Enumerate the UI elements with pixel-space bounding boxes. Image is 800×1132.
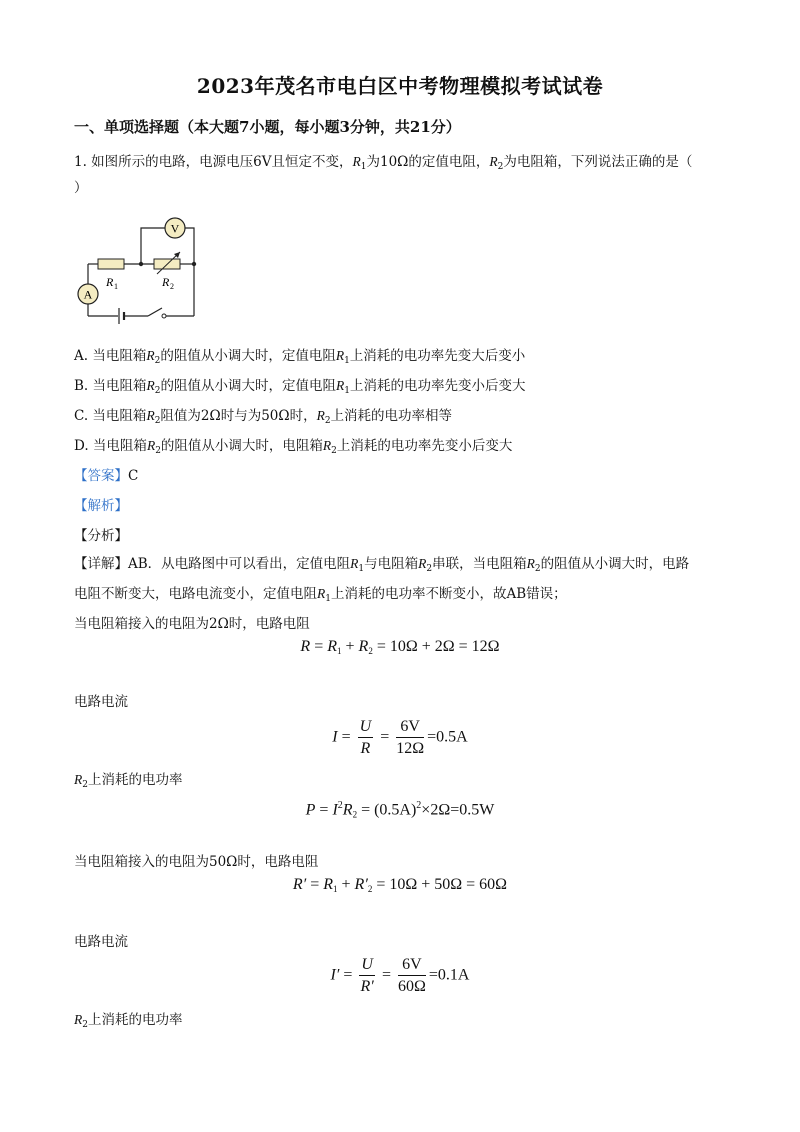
option-a: A. 当电阻箱$R_2$的阻值从小调大时，定值电阻$R_1$上消耗的电功率先变大后变小 [74,348,526,366]
fenxi-tag: 【分析】 [74,528,128,544]
label-r1: R [106,275,114,289]
question-stem-line2: ） [74,180,88,196]
equation-power-1: $P = I^2R_2 = (0.5A)^2\times 2\Omega=0.5W$ [305,800,495,820]
detail-paragraph-3: 当电阻箱接入的电阻为2Ω时，电路电阻 [74,616,310,632]
answer-tag: 【答案】 [74,468,128,484]
analysis-tag: 【解析】 [74,498,128,514]
page-title: 2023年茂名市电白区中考物理模拟考试试卷 [196,74,604,98]
detail-paragraph-5: $R_2$上消耗的电功率 [74,772,183,790]
svg-text:A: A [83,287,93,302]
equation-total-resistance-2: $R' = R_1 + R'_2 = 10\Omega + 50\Omega = 60\Omega$ [292,876,508,894]
equation-current-2: I′ = $\frac{U}{R'}$ = $\frac{6V}{60\Omega}$ =0.1A [330,956,470,995]
equation-current-1: I = $\frac{U}{R}$ = $\frac{6V}{12\Omega}$ =0.5A [332,718,468,757]
junction-left [139,262,143,266]
detail-paragraph-8: $R_2$上消耗的电功率 [74,1012,183,1030]
circuit-diagram [74,206,204,328]
equation-total-resistance: $R = R_1 + R_2 = 10\Omega + 2\Omega = 12\Omega$ [300,638,500,656]
detail-paragraph-2: 电阻不断变大，电路电流变小，定值电阻$R_1$上消耗的电功率不断变小，故AB错误； [74,586,567,604]
option-b: B. 当电阻箱$R_2$的阻值从小调大时，定值电阻$R_1$上消耗的电功率先变小后变大 [74,378,526,396]
section-heading: 一、单项选择题（本大题7小题，每小题3分钟，共21分） [74,118,461,136]
answer-line [74,464,138,484]
svg-text:2: 2 [170,282,174,291]
detail-paragraph-4: 电路电流 [74,694,128,710]
detail-paragraph-1: 【详解】AB．从电路图中可以看出，定值电阻$R_1$与电阻箱$R_2$串联，当电阻箱$R_2$的阻值从小调大时，电路 [74,556,690,574]
detail-paragraph-7: 电路电流 [74,934,128,950]
svg-text:1: 1 [114,282,118,291]
detail-paragraph-6: 当电阻箱接入的电阻为50Ω时，电路电阻 [74,854,319,870]
question-stem: 1. 如图所示的电路，电源电压6V且恒定不变，$R_1$为10Ω的定值电阻，$R_2$为电阻箱，下列说法正确的是（ [74,154,693,172]
option-d: D. 当电阻箱$R_2$的阻值从小调大时，电阻箱$R_2$上消耗的电功率先变小后变大 [74,438,513,456]
answer-value: C [128,468,139,484]
voltmeter-wire-right [185,228,194,264]
option-c: C. 当电阻箱$R_2$阻值为2Ω时与为50Ω时，$R_2$上消耗的电功率相等 [74,408,453,426]
svg-text:V: V [170,221,180,236]
resistor-r1 [98,259,124,269]
junction-right [192,262,196,266]
switch-contact [162,314,166,318]
label-r2: R [162,275,170,289]
